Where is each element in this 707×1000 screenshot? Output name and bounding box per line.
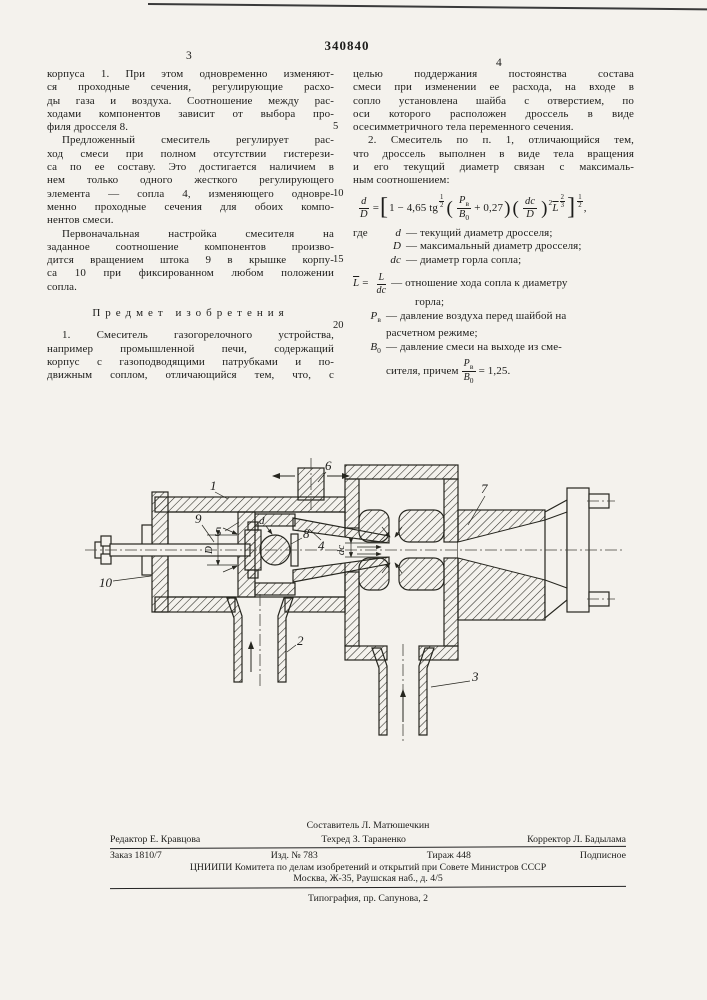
figure-label-8: 8 bbox=[303, 526, 310, 541]
text-line: и его текущий диаметр связан с максималь- bbox=[353, 161, 634, 174]
def-Pv-cont: расчетном режиме; bbox=[386, 326, 478, 339]
techred: Техред З. Тараненко bbox=[321, 833, 406, 845]
text-line: например промышленной печи, содержащий bbox=[47, 342, 334, 355]
staff-row bbox=[110, 834, 626, 846]
chamber-right-wall-upper bbox=[444, 479, 458, 542]
left-column-body bbox=[47, 68, 334, 294]
dc-dimension-label: dc bbox=[335, 544, 347, 556]
leader-3 bbox=[431, 681, 470, 687]
text-line: оси которого расположен дроссель в виде bbox=[353, 107, 634, 120]
outlet-cup bbox=[545, 500, 567, 618]
def-B0-cont: сителя, причем $\frac{P_в}{B_0}$ = 1,25. bbox=[386, 357, 511, 386]
text-line: дится вращением штока 9 в крышке корпу- bbox=[47, 254, 334, 267]
line-number-15: 15 bbox=[333, 254, 344, 265]
diameter-fraction: $\frac{dc}{D}$ bbox=[524, 196, 536, 221]
pipe3-left-wall bbox=[372, 648, 387, 735]
formula-lead: 1 − 4,65 tg bbox=[389, 202, 438, 215]
text-line: корпуса 1. При этом одновременно изменяют- bbox=[47, 68, 334, 80]
text-line: сопла. bbox=[47, 280, 77, 293]
claims-body bbox=[47, 329, 334, 382]
L-bar: $\overline{L}$ bbox=[552, 202, 559, 215]
L-exponent: 2 3 bbox=[560, 194, 565, 210]
compiler-line: Составитель Л. Матюшечкин bbox=[306, 820, 430, 831]
text-line: ся проходные сечения, регулирующие расхо- bbox=[47, 81, 334, 94]
text-line: нентов смеси. bbox=[47, 214, 114, 227]
chamber-left-wall-lower bbox=[345, 572, 359, 646]
pipe3-right-wall bbox=[419, 648, 434, 735]
order-number: Заказ 1810/7 bbox=[110, 850, 162, 861]
text-line: движным соплом, отличающийся тем, что, с bbox=[47, 369, 334, 382]
text-line: са 10 при фиксированном любом положении bbox=[47, 267, 334, 280]
pressure-fraction: $\frac{P_в}{B_0}$ bbox=[458, 194, 470, 223]
editor: Редактор Е. Кравцова bbox=[110, 833, 201, 845]
figure-label-6: 6 bbox=[325, 458, 332, 473]
open-bracket: [ bbox=[380, 194, 389, 221]
text-line: Первоначальная настройка смесителя на bbox=[62, 227, 334, 240]
nut-cap-bottom bbox=[248, 570, 258, 578]
figure-label-3: 3 bbox=[472, 669, 479, 684]
square-exponent: 2 bbox=[548, 198, 553, 208]
close-paren: ) bbox=[504, 198, 511, 220]
text-line: ным соотношением: bbox=[353, 174, 450, 187]
figure-label-1: 1 bbox=[210, 478, 217, 493]
text-line: менно проходные сечения для обоих компо- bbox=[47, 200, 334, 213]
chamber-top-wall bbox=[345, 465, 458, 479]
text-line: ды газа и воздуха. Соотношение между рас- bbox=[47, 94, 334, 107]
text-line: заданное соотношение компонентов произво- bbox=[47, 240, 334, 253]
text-line: 2. Смеситель по п. 1, отличающийся тем, bbox=[368, 134, 634, 147]
chamber-right-wall-lower bbox=[444, 558, 458, 646]
chamber-left-wall-upper bbox=[345, 479, 359, 528]
def-D: D — максимальный диаметр дросселя; bbox=[392, 240, 582, 253]
text-line: элемента — сопла 4, изменяющего одновре- bbox=[47, 187, 334, 200]
mixer-cross-section-figure bbox=[55, 430, 655, 760]
leader-2 bbox=[287, 645, 296, 652]
casing-bottom-wall-right bbox=[285, 597, 345, 612]
print-info-row bbox=[110, 850, 626, 862]
printer-line: Типография, пр. Сапунова, 2 bbox=[307, 892, 429, 904]
imprint-footer bbox=[110, 820, 626, 904]
text-line: смеси при изменении ее расхода, на входе в bbox=[353, 81, 634, 94]
open-paren-2: ( bbox=[512, 198, 519, 220]
def-Lbar-cont: горла; bbox=[415, 296, 445, 308]
footer-rule-bottom bbox=[110, 885, 626, 888]
text-line: са по ее составу. Это достигается наличием в bbox=[47, 161, 334, 174]
chamber-bottom-hollow bbox=[359, 590, 444, 646]
organization-line: ЦНИИПИ Комитета по делам изобретений и открытий при Совете Министров СССР bbox=[189, 861, 547, 873]
close-bracket: ] bbox=[567, 194, 576, 221]
nut-cap-top bbox=[248, 522, 258, 530]
claim-formula bbox=[355, 195, 634, 223]
formula-comma: , bbox=[583, 202, 587, 215]
text-line: филя дросселя 8. bbox=[47, 121, 129, 134]
tg-exponent: 1 2 bbox=[439, 194, 444, 210]
text-line: целью поддержания постоянства состава bbox=[353, 68, 634, 80]
def-d: где d — текущий диаметр дросселя; bbox=[353, 227, 553, 240]
print-run: Тираж 448 bbox=[426, 850, 471, 861]
edition-number: Изд. № 783 bbox=[270, 850, 318, 861]
claims-heading: Предмет изобретения bbox=[92, 307, 289, 320]
washer-lip-top-left bbox=[359, 510, 389, 542]
figure-label-5: 5 bbox=[215, 524, 222, 539]
corrector: Корректор Л. Бадылама bbox=[527, 833, 626, 845]
address-line: Москва, Ж-35, Раушская наб., д. 4/5 bbox=[293, 873, 443, 884]
open-paren: ( bbox=[446, 198, 453, 220]
text-line: 1. Смеситель газогорелочного устройства, bbox=[62, 329, 334, 342]
where-block bbox=[353, 227, 634, 386]
text-line: нем только одного жесткого регулирующего bbox=[47, 174, 334, 187]
subscription: Подписное bbox=[579, 850, 626, 861]
figure-label-9: 9 bbox=[195, 511, 202, 526]
def-Lbar: $\overline{L}$ = $\frac{L}{dc}$ — отношение хода сопла к диаметру bbox=[353, 272, 568, 296]
figure-label-4: 4 bbox=[318, 538, 325, 553]
text-line: осесимметричного тела переменного сечения. bbox=[353, 121, 574, 134]
right-column bbox=[353, 68, 634, 386]
text-line: ходами компонентов зависит от выбора про- bbox=[47, 107, 334, 120]
close-paren-2: ) bbox=[541, 198, 548, 220]
left-column bbox=[47, 68, 334, 383]
patent-number: 340840 bbox=[324, 38, 370, 53]
D-dimension-label: D bbox=[203, 546, 215, 554]
leader-10 bbox=[113, 576, 151, 581]
text-line: Предложенный смеситель регулирует рас- bbox=[62, 134, 334, 147]
washer-lip-top-right bbox=[399, 510, 444, 542]
equals-sign: = bbox=[372, 202, 379, 215]
figure-label-10: 10 bbox=[99, 575, 112, 590]
line-number-20: 20 bbox=[333, 320, 344, 331]
scan-edge-line bbox=[148, 3, 707, 10]
right-column-body bbox=[353, 68, 634, 188]
text-line: ход смеси при полном отсутствии гистерези- bbox=[47, 147, 334, 160]
d-dimension-label: d bbox=[259, 515, 265, 527]
washer-lip-bottom-right bbox=[399, 558, 444, 590]
text-line: корпус с газоподводящими патрубками и по- bbox=[47, 355, 334, 368]
figure-label-7: 7 bbox=[481, 481, 488, 496]
def-B0: $B_0$ — давление смеси на выходе из сме- bbox=[370, 341, 562, 356]
bracket-exponent: 1 2 bbox=[578, 194, 582, 210]
def-Pv: $P_в$ — давление воздуха перед шайбой на bbox=[370, 310, 567, 325]
line-number-10: 10 bbox=[333, 188, 344, 199]
line-number-5: 5 bbox=[333, 121, 339, 132]
page-number-left: 3 bbox=[186, 50, 192, 62]
text-line: сопло установлена шайба с отверстием, по bbox=[353, 94, 634, 107]
sleeve-bottom-strip bbox=[255, 583, 295, 595]
page-number-right: 4 bbox=[496, 57, 502, 69]
washer-lip-bottom-left bbox=[359, 558, 389, 590]
text-line: что дроссель выполнен в виде тела вращения bbox=[353, 147, 634, 160]
footer-rule-top bbox=[110, 846, 626, 849]
def-dc: dc — диаметр горла сопла; bbox=[390, 253, 522, 266]
formula-lhs-fraction: $\frac{d}{D}$ bbox=[360, 196, 368, 221]
plus-term: + 0,27 bbox=[474, 202, 504, 215]
figure-label-2: 2 bbox=[297, 633, 304, 648]
